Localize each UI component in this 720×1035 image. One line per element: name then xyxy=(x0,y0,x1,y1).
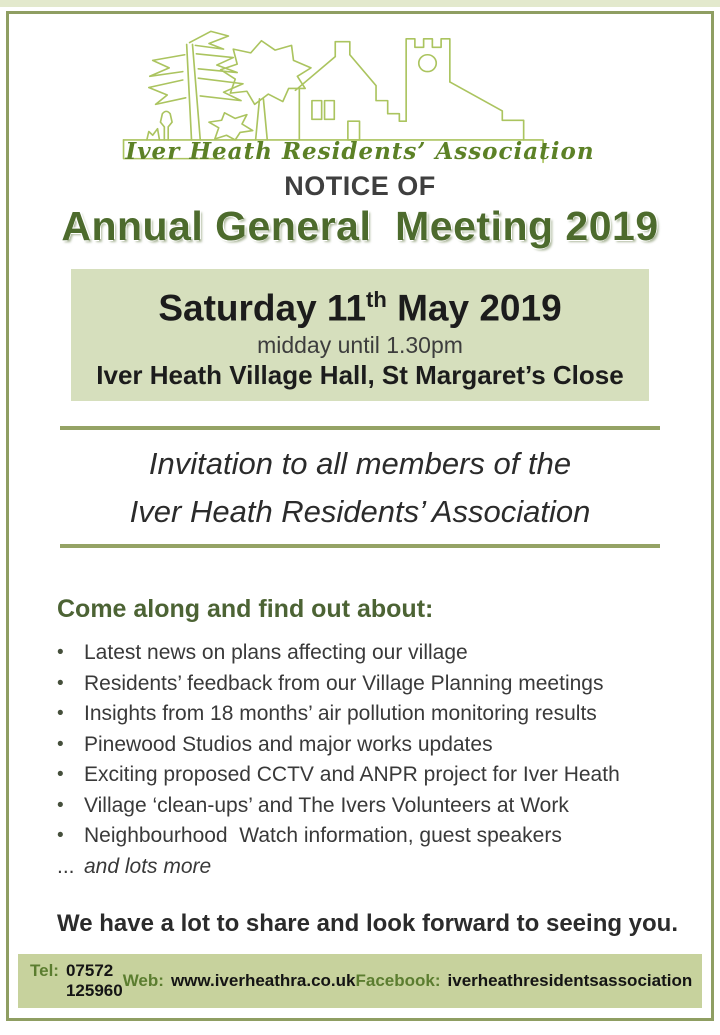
pine-trunk xyxy=(186,44,200,139)
list-item-text: Pinewood Studios and major works updates xyxy=(84,732,493,756)
list-item xyxy=(57,669,720,700)
event-details-box xyxy=(71,269,649,401)
list-item-text: Neighbourhood Watch information, guest speakers xyxy=(84,824,562,848)
house-window xyxy=(324,101,334,120)
event-venue: Iver Heath Village Hall, St Margaret’s Close xyxy=(96,360,624,391)
church-tower xyxy=(406,39,450,121)
more-text: and lots more xyxy=(84,854,212,878)
divider-rule-bottom xyxy=(60,544,660,548)
list-item-text: Residents’ feedback from our Village Planning meetings xyxy=(84,671,604,695)
list-item-text: Village ‘clean-ups’ and The Ivers Volunteers at Work xyxy=(84,793,569,817)
tree-trunk xyxy=(255,99,267,140)
tel-value: 07572 125960 xyxy=(65,961,123,1000)
bullet-icon: • xyxy=(57,703,64,725)
facebook-label: Facebook: xyxy=(355,971,441,990)
invitation-line-2: Iver Heath Residents’ Association xyxy=(129,494,591,530)
event-date-prefix: Saturday 11 xyxy=(158,287,367,329)
bullet-icon: • xyxy=(57,642,64,664)
bullet-icon: • xyxy=(57,794,64,816)
footer-facebook xyxy=(355,971,692,991)
tower-clock xyxy=(418,55,435,72)
footer-tel xyxy=(30,961,123,1001)
list-item xyxy=(57,638,720,669)
notice-of-heading: NOTICE OF xyxy=(284,171,436,201)
list-item xyxy=(57,699,720,730)
list-item-text: Latest news on plans affecting our village xyxy=(84,641,468,665)
person-figure xyxy=(160,111,172,140)
event-time: midday until 1.30pm xyxy=(257,332,463,359)
bullet-icon: • xyxy=(57,764,64,786)
agenda-heading: Come along and find out about: xyxy=(57,595,434,624)
logo-org-name: Iver Heath Residents’ Association xyxy=(125,138,595,165)
ellipsis-marker: ... xyxy=(57,854,75,878)
invitation-text xyxy=(0,430,720,544)
invitation-line-1: Invitation to all members of the xyxy=(148,446,572,482)
house-outline xyxy=(295,42,406,140)
tel-label: Tel: xyxy=(30,961,59,980)
contact-footer-bar xyxy=(18,954,702,1008)
logo xyxy=(0,0,720,165)
web-label: Web: xyxy=(122,971,164,990)
list-item xyxy=(57,821,720,852)
agm-title: Annual General Meeting 2019 xyxy=(61,203,659,249)
bullet-icon: • xyxy=(57,825,64,847)
bullet-icon: • xyxy=(57,672,64,694)
bush xyxy=(209,113,253,140)
house-window xyxy=(311,101,321,120)
closing-statement: We have a lot to share and look forward to seeing you. xyxy=(57,910,679,938)
agenda-list xyxy=(57,638,720,882)
list-item xyxy=(57,791,720,822)
list-item-text: Exciting proposed CCTV and ANPR project for Iver Heath xyxy=(84,763,620,787)
event-date-suffix: May 2019 xyxy=(386,287,562,329)
list-item-text: Insights from 18 months’ air pollution monitoring results xyxy=(84,702,597,726)
facebook-value: iverheathresidentsassociation xyxy=(447,971,693,990)
list-item xyxy=(57,730,720,761)
and-lots-more-line xyxy=(57,852,720,883)
list-item xyxy=(57,760,720,791)
bullet-icon: • xyxy=(57,733,64,755)
web-value: www.iverheathra.co.uk xyxy=(170,971,356,990)
event-date xyxy=(71,277,649,331)
event-date-ordinal: th xyxy=(366,287,387,312)
roofline-right xyxy=(449,82,523,140)
footer-web xyxy=(123,971,356,991)
